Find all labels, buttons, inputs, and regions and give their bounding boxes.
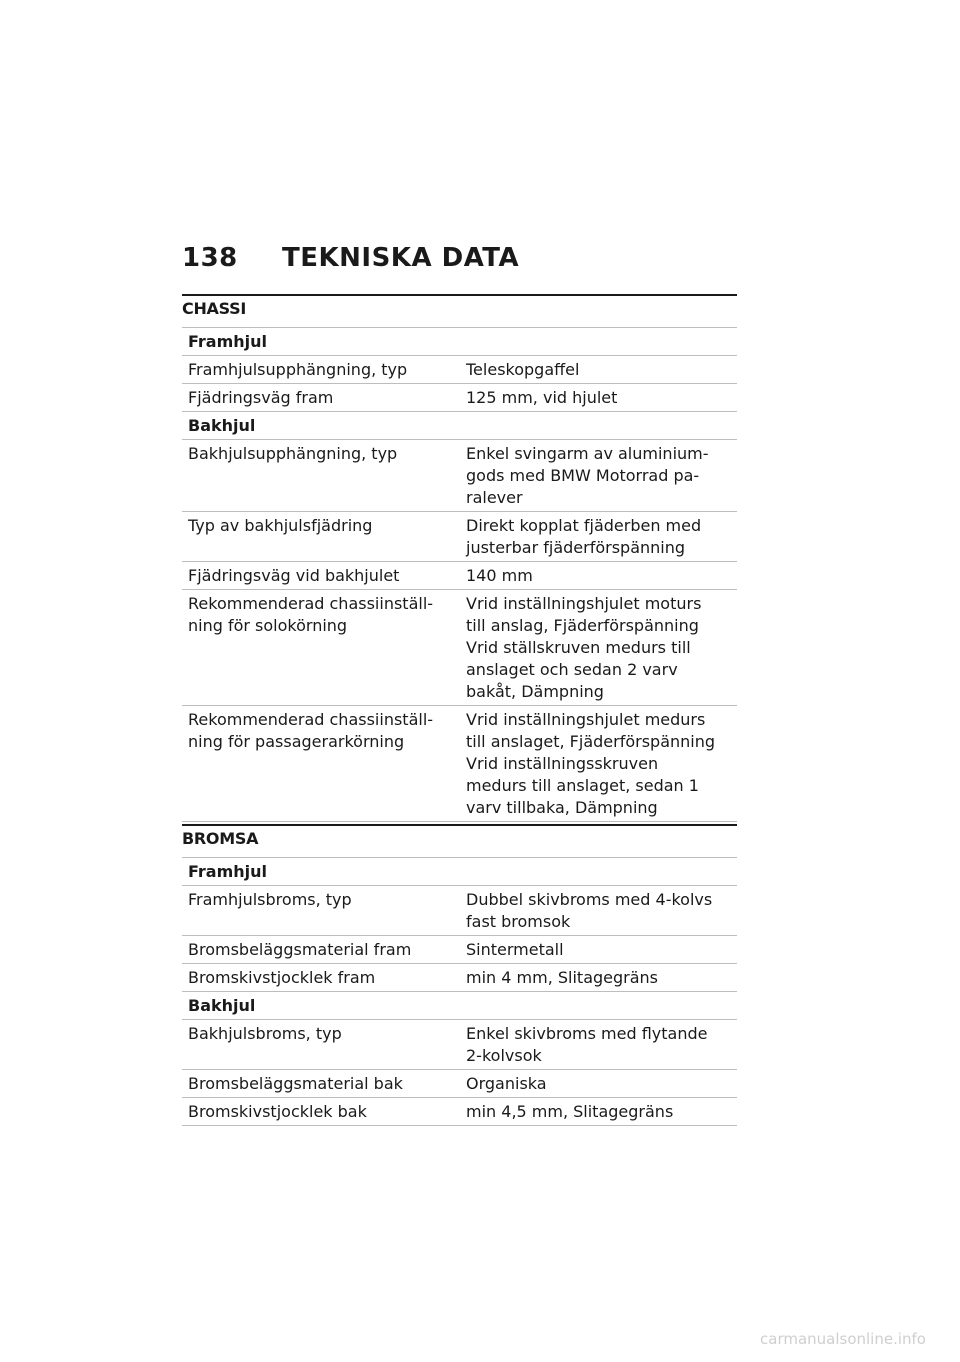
spec-label [182, 384, 460, 412]
group-heading: Bakhjul [182, 992, 737, 1020]
table-row [182, 440, 737, 512]
value-line: Vrid inställningshjulet medurs [466, 710, 706, 729]
spec-value [460, 562, 737, 590]
value-line: varv tillbaka, Dämpning [466, 798, 658, 817]
spec-label [182, 590, 460, 706]
spec-label [182, 562, 460, 590]
label-line: ning för passagerarkörning [188, 732, 405, 751]
value-line: Dubbel skivbroms med 4-kolvs [466, 890, 713, 909]
value-line: till anslaget, Fjäderförspänning [466, 732, 716, 751]
spec-value [460, 964, 737, 992]
value-line: 125 mm, vid hjulet [466, 388, 618, 407]
group-heading: Framhjul [182, 858, 737, 886]
spec-value [460, 440, 737, 512]
value-line: gods med BMW Motorrad pa- [466, 466, 700, 485]
bromsa-section [182, 824, 737, 1126]
table-row [182, 964, 737, 992]
spec-label [182, 964, 460, 992]
label-line: Fjädringsväg vid bakhjulet [188, 566, 400, 585]
table-row [182, 590, 737, 706]
value-line: justerbar fjäderförspänning [466, 538, 686, 557]
group-heading: Bakhjul [182, 412, 737, 440]
page-title: TEKNISKA DATA [282, 243, 520, 273]
chassi-section [182, 294, 737, 822]
spec-label [182, 1020, 460, 1070]
page-number: 138 [182, 243, 238, 273]
value-line: Vrid ställskruven medurs till [466, 638, 691, 657]
spec-value [460, 1020, 737, 1070]
value-line: Vrid inställningshjulet moturs [466, 594, 702, 613]
value-line: 2-kolvsok [466, 1046, 542, 1065]
spec-value [460, 512, 737, 562]
value-line: Teleskopgaffel [466, 360, 580, 379]
label-line: Framhjulsupphängning, typ [188, 360, 408, 379]
value-line: Sintermetall [466, 940, 564, 959]
table-row [182, 936, 737, 964]
value-line: min 4,5 mm, Slitagegräns [466, 1102, 674, 1121]
value-line: ralever [466, 488, 523, 507]
value-line: min 4 mm, Slitagegräns [466, 968, 659, 987]
table-row [182, 706, 737, 822]
value-line: till anslag, Fjäderförspänning [466, 616, 699, 635]
label-line: ning för solokörning [188, 616, 348, 635]
spec-value [460, 1070, 737, 1098]
watermark: carmanualsonline.info [760, 1330, 926, 1348]
value-line: bakåt, Dämpning [466, 682, 604, 701]
group-row [182, 858, 737, 886]
spec-value [460, 1098, 737, 1126]
group-row [182, 992, 737, 1020]
group-row [182, 412, 737, 440]
section-title-bromsa: BROMSA [182, 824, 737, 857]
spec-label [182, 886, 460, 936]
label-line: Bromsbeläggsmaterial bak [188, 1074, 403, 1093]
table-row [182, 562, 737, 590]
label-line: Fjädringsväg fram [188, 388, 334, 407]
table-row [182, 384, 737, 412]
label-line: Bakhjulsbroms, typ [188, 1024, 342, 1043]
value-line: anslaget och sedan 2 varv [466, 660, 678, 679]
bromsa-table [182, 857, 737, 1126]
spec-value [460, 356, 737, 384]
page-header [182, 243, 519, 273]
spec-value [460, 706, 737, 822]
label-line: Bromsbeläggsmaterial fram [188, 940, 412, 959]
spec-value [460, 590, 737, 706]
label-line: Rekommenderad chassiinställ- [188, 594, 434, 613]
table-row [182, 512, 737, 562]
label-line: Framhjulsbroms, typ [188, 890, 352, 909]
spec-label [182, 440, 460, 512]
value-line: Organiska [466, 1074, 547, 1093]
value-line: 140 mm [466, 566, 533, 585]
spec-label [182, 512, 460, 562]
value-line: medurs till anslaget, sedan 1 [466, 776, 699, 795]
spec-label [182, 936, 460, 964]
spec-label [182, 1070, 460, 1098]
label-line: Typ av bakhjulsfjädring [188, 516, 373, 535]
value-line: Enkel skivbroms med flytande [466, 1024, 708, 1043]
chassi-table [182, 327, 737, 822]
spec-value [460, 936, 737, 964]
section-title-chassi: CHASSI [182, 294, 737, 327]
label-line: Bromskivstjocklek fram [188, 968, 376, 987]
group-row [182, 328, 737, 356]
spec-label [182, 1098, 460, 1126]
spec-label [182, 706, 460, 822]
spec-label [182, 356, 460, 384]
value-line: Enkel svingarm av aluminium- [466, 444, 709, 463]
value-line: Direkt kopplat fjäderben med [466, 516, 702, 535]
group-heading: Framhjul [182, 328, 737, 356]
label-line: Bakhjulsupphängning, typ [188, 444, 398, 463]
spec-value [460, 886, 737, 936]
table-row [182, 1020, 737, 1070]
table-row [182, 1070, 737, 1098]
spec-value [460, 384, 737, 412]
value-line: Vrid inställningsskruven [466, 754, 659, 773]
label-line: Bromskivstjocklek bak [188, 1102, 367, 1121]
table-row [182, 356, 737, 384]
table-row [182, 1098, 737, 1126]
value-line: fast bromsok [466, 912, 571, 931]
label-line: Rekommenderad chassiinställ- [188, 710, 434, 729]
table-row [182, 886, 737, 936]
